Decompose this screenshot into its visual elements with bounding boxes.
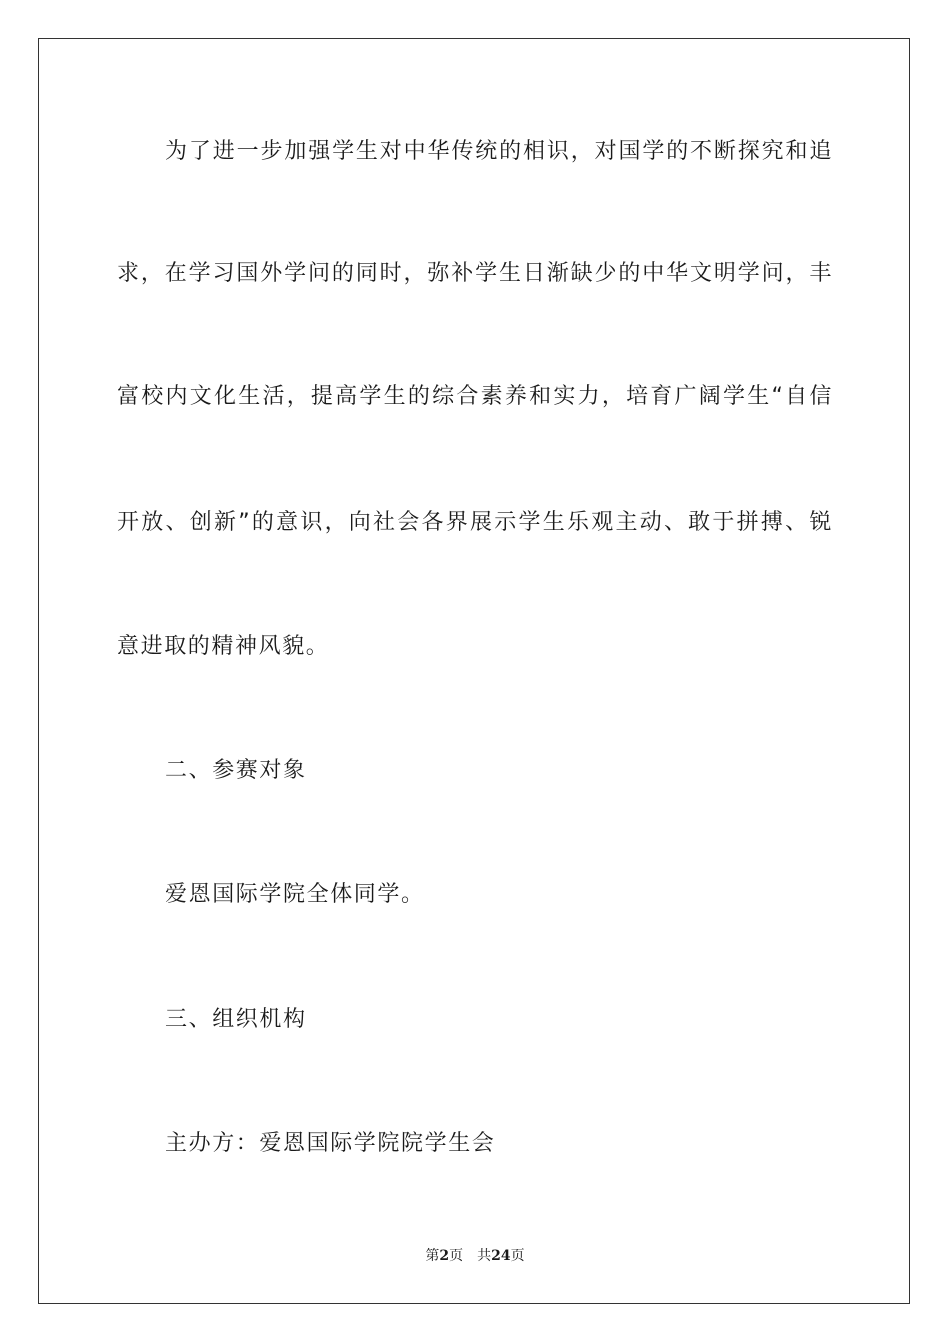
intro-line-3: 富校内文化生活，提高学生的综合素养和实力，培育广阔学生“自信 <box>117 384 833 409</box>
page-footer <box>0 1246 950 1266</box>
footer-page-suffix: 页 <box>449 1248 464 1264</box>
footer-total-prefix: 共 <box>477 1248 492 1264</box>
organizer-line: 主办方：爱恩国际学院院学生会 <box>165 1131 496 1156</box>
intro-line-2: 求，在学习国外学问的同时，弥补学生日渐缺少的中华文明学问，丰 <box>117 261 833 286</box>
footer-total-suffix: 页 <box>510 1248 525 1264</box>
section-2-heading: 二、参赛对象 <box>165 758 307 783</box>
intro-line-1: 为了进一步加强学生对中华传统的相识，对国学的不断探究和追 <box>165 139 833 164</box>
intro-line-5: 意进取的精神风貌。 <box>117 634 330 659</box>
section-3-heading: 三、组织机构 <box>165 1007 307 1032</box>
footer-total-pages: 24 <box>491 1248 511 1264</box>
footer-page-prefix: 第 <box>425 1248 440 1264</box>
page-border <box>38 38 910 1304</box>
footer-page-number: 2 <box>439 1248 450 1264</box>
section-2-body: 爱恩国际学院全体同学。 <box>165 882 425 907</box>
intro-line-4: 开放、创新”的意识，向社会各界展示学生乐观主动、敢于拼搏、锐 <box>117 510 833 535</box>
